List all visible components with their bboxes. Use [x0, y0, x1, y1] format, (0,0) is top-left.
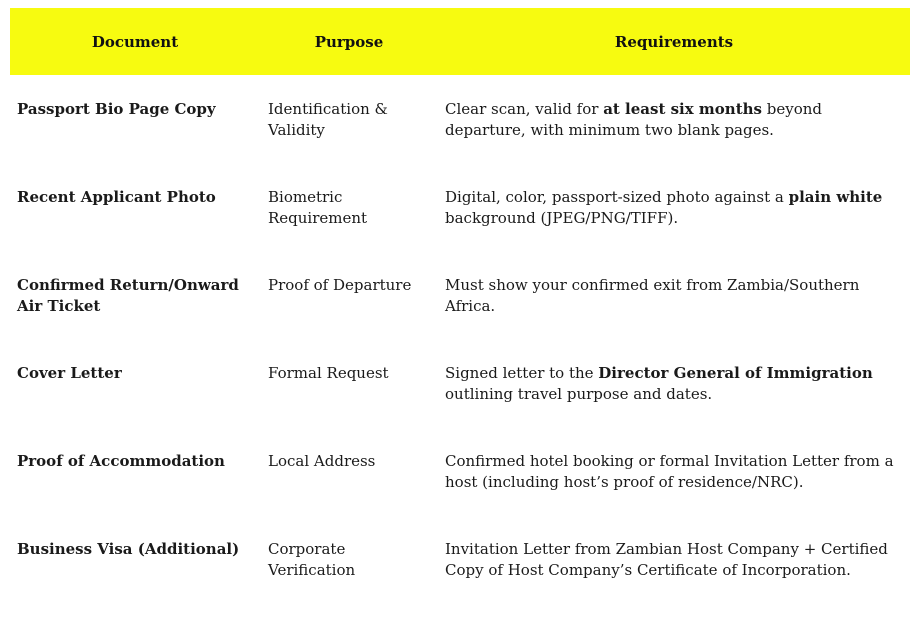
requirements-cell	[438, 515, 910, 580]
header-requirements: Requirements	[614, 32, 734, 51]
document-cell: Cover Letter	[17, 364, 122, 382]
purpose-cell: Corporate Verification	[268, 540, 356, 579]
table-header-row	[10, 8, 910, 75]
document-cell: Confirmed Return/Onward Air Ticket	[17, 276, 239, 315]
document-cell: Proof of Accommodation	[17, 452, 225, 470]
requirements-emphasis: plain white	[788, 188, 883, 206]
document-cell: Passport Bio Page Copy	[17, 100, 216, 118]
requirements-text: Confirmed hotel booking or formal Invitation Letter from a host (including host’s proof of residence/NRC).	[445, 452, 894, 491]
requirements-cell	[438, 339, 910, 404]
requirements-emphasis: at least six months	[603, 100, 762, 118]
requirements-cell	[438, 251, 910, 316]
requirements-text: outlining travel purpose and dates.	[445, 384, 713, 403]
requirements-cell	[438, 75, 910, 140]
requirements-text: Signed letter to the	[445, 364, 599, 382]
purpose-cell: Local Address	[268, 452, 376, 470]
requirements-cell	[438, 427, 910, 492]
purpose-cell: Formal Request	[268, 364, 389, 382]
table-row	[10, 515, 910, 603]
requirements-text: Must show your confirmed exit from Zambia/Southern Africa.	[445, 276, 860, 315]
document-cell: Recent Applicant Photo	[17, 188, 216, 206]
requirements-table	[10, 8, 910, 603]
header-document: Document	[91, 32, 179, 51]
document-cell: Business Visa (Additional)	[17, 540, 240, 558]
purpose-cell: Proof of Departure	[268, 276, 412, 294]
table-row	[10, 163, 910, 251]
requirements-text: Digital, color, passport-sized photo against a	[445, 188, 789, 206]
header-purpose: Purpose	[314, 32, 384, 51]
table-row	[10, 75, 910, 163]
purpose-cell: Biometric Requirement	[268, 188, 368, 227]
requirements-text: Invitation Letter from Zambian Host Company + Certified Copy of Host Company’s Certificate of Incorporation.	[445, 540, 888, 579]
table-row	[10, 427, 910, 515]
requirements-text: beyond departure, with minimum two blank pages.	[445, 100, 822, 139]
table-row	[10, 251, 910, 339]
purpose-cell: Identification & Validity	[268, 100, 388, 139]
requirements-text: background (JPEG/PNG/TIFF).	[445, 208, 679, 227]
requirements-text: Clear scan, valid for	[445, 100, 604, 118]
requirements-emphasis: Director General of Immigration	[598, 364, 873, 382]
table-row	[10, 339, 910, 427]
requirements-cell	[438, 163, 910, 228]
